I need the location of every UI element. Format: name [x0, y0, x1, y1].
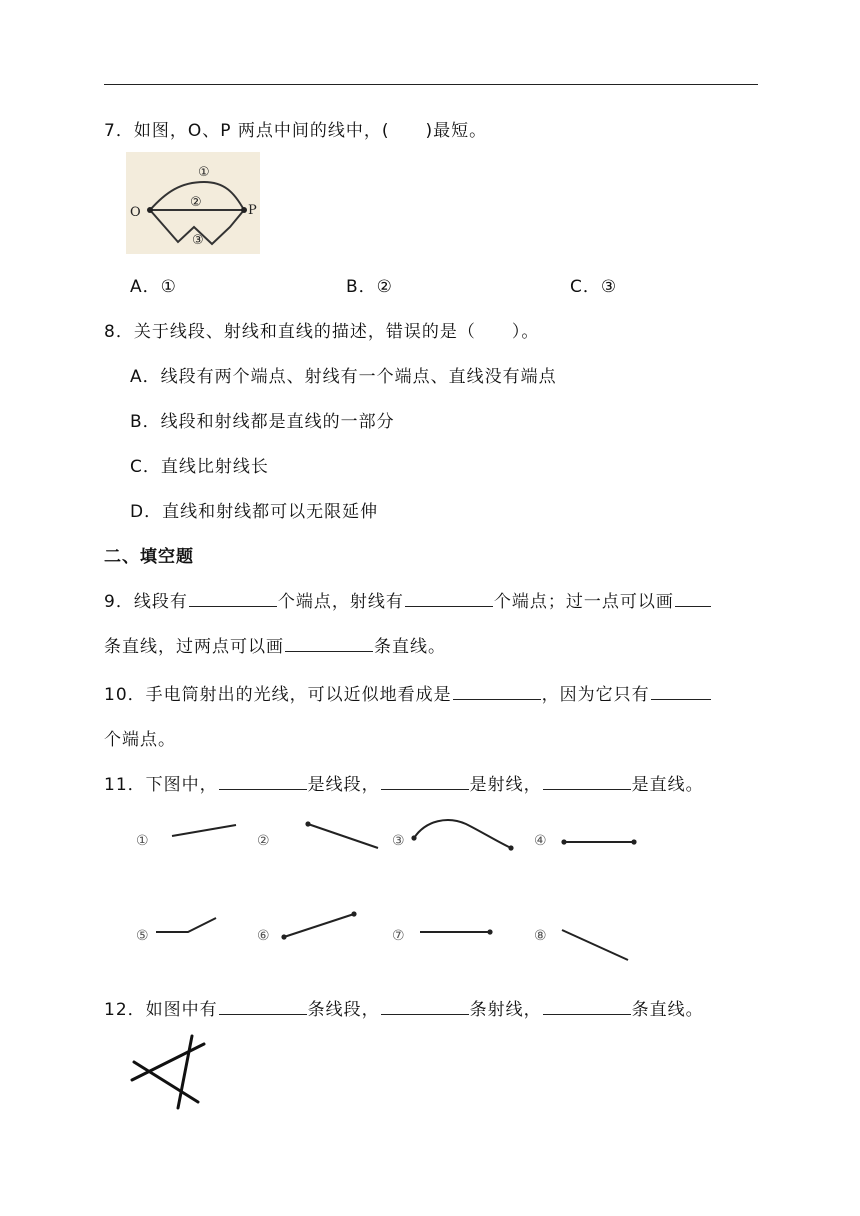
- header-rule: [104, 84, 758, 85]
- q10-text-2: ，因为它只有: [541, 685, 650, 705]
- q11-label-3: ③: [392, 833, 405, 849]
- q8-option-a[interactable]: A．线段有两个端点、射线有一个端点、直线没有端点: [130, 367, 557, 387]
- q12-blank-2[interactable]: [381, 1013, 469, 1015]
- q11-text-1: 11．下图中，: [104, 775, 218, 795]
- q9-blank-3[interactable]: [675, 605, 711, 607]
- q7-label-P: P: [248, 203, 257, 218]
- section-title: 二、填空题: [104, 547, 194, 567]
- q12-blank-1[interactable]: [219, 1013, 307, 1015]
- q7-option-c[interactable]: C．③: [570, 277, 618, 297]
- q11-text-4: 是直线。: [631, 775, 704, 795]
- q9-text-5: 条直线。: [374, 637, 446, 657]
- q12-blank-3[interactable]: [543, 1013, 631, 1015]
- q11-blank-3[interactable]: [543, 788, 631, 790]
- q10-line2: 个端点。: [104, 730, 176, 750]
- q11-label-2: ②: [257, 833, 270, 849]
- q9-line1: [104, 587, 712, 612]
- q11-label-1: ①: [136, 833, 149, 849]
- q7-option-a[interactable]: A．①: [130, 277, 177, 297]
- q11-text-2: 是线段，: [307, 775, 380, 795]
- q9-text-3: 个端点；过一点可以画: [493, 592, 674, 612]
- q11-blank-1[interactable]: [219, 788, 307, 790]
- q7-label-path2: ②: [190, 195, 202, 210]
- q7-label-path1: ①: [198, 165, 210, 180]
- q10-text-1: 10．手电筒射出的光线，可以近似地看成是: [104, 685, 452, 705]
- q9-text-4: 条直线，过两点可以画: [104, 637, 284, 657]
- q10-line1: [104, 680, 712, 705]
- q12-text-1: 12．如图中有: [104, 1000, 218, 1020]
- q11-label-5: ⑤: [136, 928, 149, 944]
- q11-label-7: ⑦: [392, 928, 405, 944]
- q12-stem: [104, 995, 704, 1020]
- q9-blank-4[interactable]: [285, 650, 373, 652]
- q9-line2: [104, 632, 446, 657]
- q11-stem: [104, 770, 704, 795]
- q12-text-2: 条线段，: [307, 1000, 380, 1020]
- q11-label-4: ④: [534, 833, 547, 849]
- q7-figure: [126, 152, 260, 254]
- q7-option-b[interactable]: B．②: [346, 277, 393, 297]
- q8-option-d[interactable]: D．直线和射线都可以无限延伸: [130, 502, 379, 522]
- q9-blank-2[interactable]: [405, 605, 493, 607]
- q11-label-8: ⑧: [534, 928, 547, 944]
- q9-blank-1[interactable]: [189, 605, 277, 607]
- q12-text-3: 条射线，: [469, 1000, 542, 1020]
- q11-blank-2[interactable]: [381, 788, 469, 790]
- q7-label-path3: ③: [192, 233, 204, 248]
- q10-blank-1[interactable]: [453, 698, 541, 700]
- q8-stem: 8．关于线段、射线和直线的描述，错误的是（ ）。: [104, 322, 540, 342]
- q12-text-4: 条直线。: [631, 1000, 704, 1020]
- q7-stem: 7．如图，O、P 两点中间的线中，( )最短。: [104, 121, 488, 141]
- q7-label-O: O: [130, 205, 141, 220]
- q8-option-c[interactable]: C．直线比射线长: [130, 457, 269, 477]
- q12-figure: [126, 1032, 212, 1112]
- q11-text-3: 是射线，: [469, 775, 542, 795]
- q8-option-b[interactable]: B．线段和射线都是直线的一部分: [130, 412, 395, 432]
- q10-blank-2[interactable]: [651, 698, 711, 700]
- q11-label-6: ⑥: [257, 928, 270, 944]
- q9-text-2: 个端点，射线有: [277, 592, 404, 612]
- q9-text-1: 9．线段有: [104, 592, 188, 612]
- q11-figure: [126, 812, 646, 972]
